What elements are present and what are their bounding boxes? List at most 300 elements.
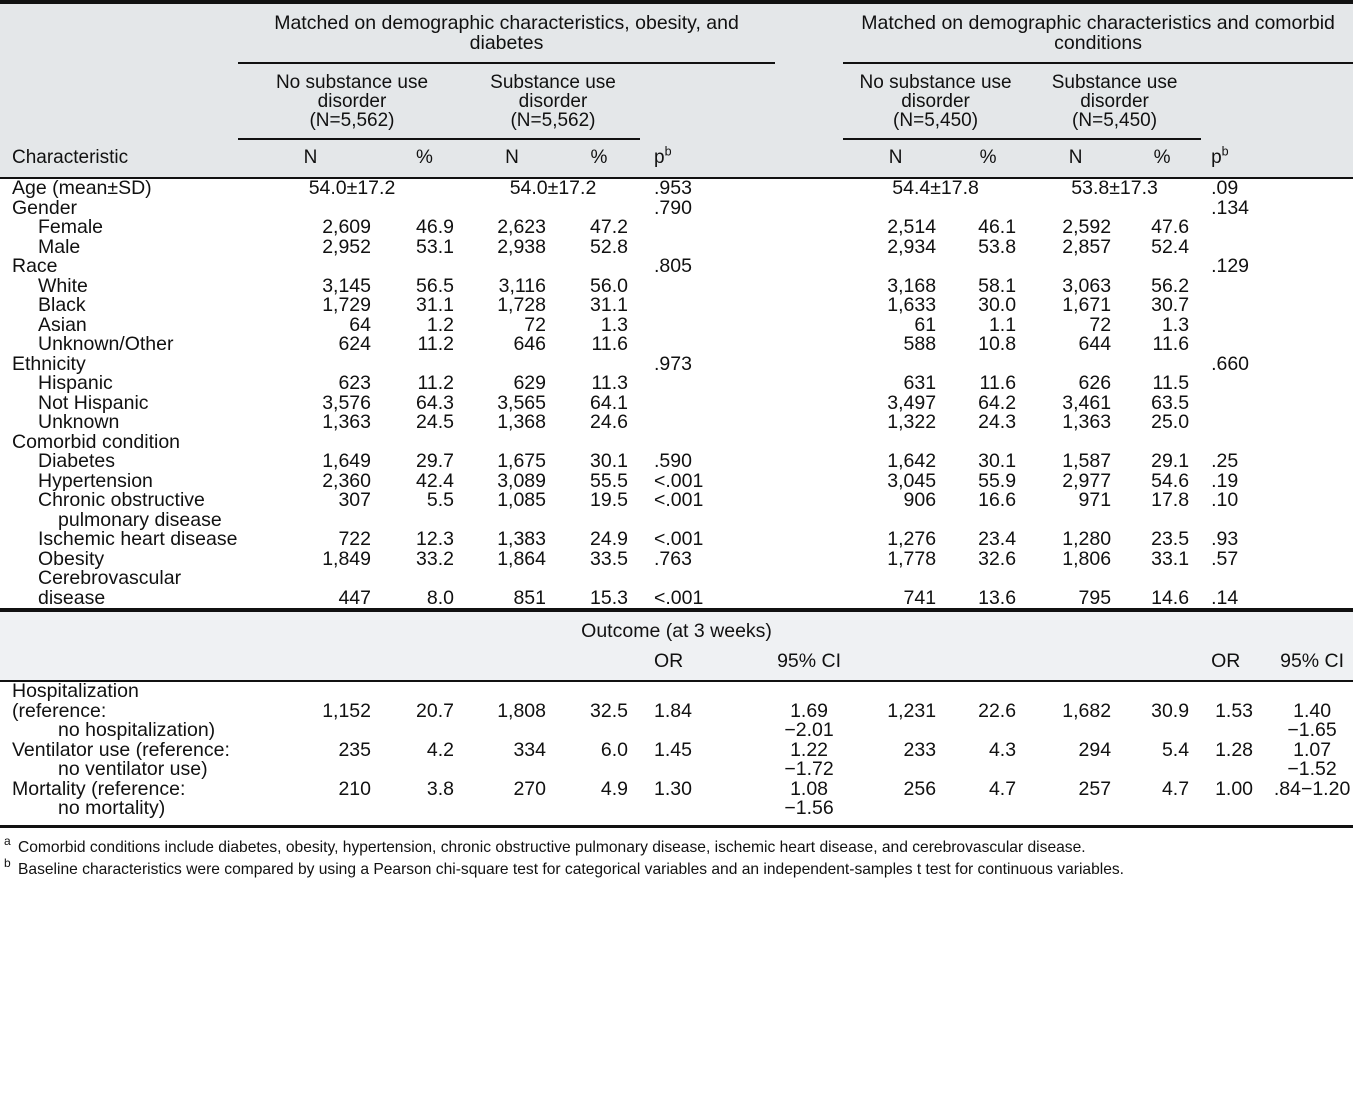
outcome-blank-j [1201,799,1271,825]
cell-g2-n1: 3,045 [887,469,937,492]
table-row [0,257,1353,277]
cell-g1-n1: 447 [338,586,371,609]
outcome-col-or-1: OR [640,648,775,682]
cell-g2-pct2: 1.3 [1161,313,1190,336]
outcome-blank-g [948,760,1028,780]
cell-g2-pvalue: .93 [1211,528,1239,550]
cell-gap [775,257,843,277]
cell-g2-n1: 1,276 [887,528,937,550]
col-pct-3: % [948,139,1028,178]
cell-g2-pct1: 32.6 [978,547,1017,570]
cell-g2-pct1: 58.1 [978,274,1017,297]
header-blank-2 [0,63,238,139]
outcome-g2-or: 1.00 [1215,777,1254,800]
cell-g2-pvalue [1201,296,1271,316]
cohort-2-2 [1028,63,1201,139]
outcome-g1-pct1: 4.2 [426,738,454,761]
outcome-blank-f [843,799,948,825]
cell-g2-pvalue [1201,218,1271,238]
outcome-blank-d [558,799,640,825]
cell-g1-n1: 624 [338,333,371,355]
cell-g1-pct2: 56.0 [590,274,628,297]
cell-g1-pct2: 52.8 [590,235,628,258]
cell-g2-pvalue: .129 [1211,255,1250,277]
cell-g1-pct2: 30.1 [590,450,628,472]
col-n-4: N [1028,139,1123,178]
header-blank-tail-2 [1271,139,1353,178]
cell-gap [775,199,843,219]
cell-g2-pvalue: .134 [1211,196,1250,219]
table-row [0,277,1353,297]
cell-tail [1271,199,1353,219]
cell-g1-n2: 2,938 [497,235,546,258]
row-label: Unknown/Other [38,333,174,355]
outcome-blank-a [238,721,383,741]
outcome-blank-g [948,799,1028,825]
outcome-g2-ci-lower: −1.52 [1287,758,1337,780]
cell-g1-n1: 1,729 [322,294,371,316]
row-label: Age (mean±SD) [12,177,152,199]
cell-g2-pct1: 46.1 [978,216,1017,238]
table-row [0,199,1353,219]
outcome-g1-n1: 210 [338,777,371,800]
outcome-g1-n2: 1,808 [497,699,546,722]
cell-tail [1271,238,1353,258]
row-label: Hispanic [38,372,113,394]
outcome-blank-c [466,760,558,780]
row-label: Black [38,294,86,316]
cell-g2-n2: 3,461 [1062,391,1112,414]
cell-g2-n1: 1,642 [887,450,937,472]
outcome-col-ci-2: 95% CI [1271,648,1353,682]
outcome-g1-pct2: 6.0 [600,738,628,761]
outcome-g2-ci-lower [1271,799,1353,825]
cell-g1-pct1: 11.2 [417,333,454,355]
cell-g1-n2: 3,089 [497,469,546,492]
table-header [0,2,1353,178]
table-row [0,530,1353,550]
outcome-row-label: Ventilator use (reference: [12,738,230,761]
cell-g1-pvalue: .763 [654,547,692,570]
col-p-1-text: p [654,147,665,168]
outcome-g1-ci: 1.22 [790,738,829,761]
cell-g1-n2 [466,257,558,277]
cell-tail [1271,178,1353,199]
cell-g1-n2: 1,864 [497,547,546,570]
cell-g1-n1: 64 [349,313,371,336]
row-label: Diabetes [38,450,115,472]
cell-g1-pvalue: .953 [654,177,692,199]
cohort-2-2-name: Substance use disorder [1051,72,1178,112]
cell-gap [775,472,843,492]
row-label: Hypertension [38,469,153,492]
outcome-blank-b [383,721,466,741]
cell-gap [775,218,843,238]
cell-g1-n1: 3,145 [322,274,371,297]
cell-g2-pct1: 23.4 [978,528,1017,550]
col-pct-4: % [1123,139,1201,178]
cell-g2-pct1: 13.6 [978,586,1017,609]
cell-gap [775,413,843,433]
cell-g2-pct1: 55.9 [978,469,1017,492]
outcome-g2-n1: 256 [903,777,937,800]
outcome-col-or-2: OR [1201,648,1271,682]
cell-tail [1271,433,1353,453]
outcome-blank-h [1028,721,1123,741]
col-pct-2: % [558,139,640,178]
cell-g1-pct1: 53.1 [416,235,454,258]
outcome-row-continuation [0,721,1353,741]
cell-g1-n1: 307 [338,489,371,511]
cell-g2-n1: 1,322 [887,411,937,433]
cell-g1-n2: 629 [513,372,546,394]
cell-g2-n2: 795 [1078,586,1112,609]
row-label: Female [38,216,104,238]
cell-empty [1271,511,1353,531]
cell-g1-pct2: 33.5 [590,547,628,570]
cell-g2-n2: 971 [1078,489,1112,511]
cell-g1-n1: 1,849 [322,547,371,570]
cell-gap [775,238,843,258]
table-row [0,178,1353,199]
cell-g1-pct2: 15.3 [590,586,628,609]
cell-g2-pct2: 14.6 [1151,586,1190,609]
cell-g1-n2: 1,085 [497,489,546,511]
cell-g2-pct2: 54.6 [1151,469,1190,492]
cell-g1-n1: 2,609 [322,216,371,238]
outcome-g1-ci-lower: −2.01 [784,719,834,741]
cell-g1-pct2: 64.1 [590,391,628,414]
cell-g1-n1: 722 [338,528,371,550]
footnotes [0,828,1353,881]
cell-g1-pct1: 12.3 [416,528,454,550]
footnote-text: Baseline characteristics were compared by using a Pearson chi-square test for categorical variables and an independent-samples t test for continuous variables. [18,860,1125,878]
header-gap-2 [775,63,843,139]
cell-g2-n1: 1,778 [887,547,937,570]
table-row [0,452,1353,472]
cell-g1-pct1: 64.3 [416,391,454,414]
outcome-title-row [0,610,1353,648]
outcome-blank-e [640,721,775,741]
cell-g1-n1: 1,363 [322,411,371,433]
cell-g2-n2: 1,806 [1062,547,1112,570]
cell-g2-pvalue: .09 [1211,177,1239,199]
outcome-blank-c [466,721,558,741]
outcome-blank-i [1123,760,1201,780]
outcome-blank-f [843,721,948,741]
cell-g1-pct1: 5.5 [426,489,454,511]
outcome-g2-pct1: 4.7 [988,777,1017,800]
cell-g1-n1 [238,257,383,277]
outcome-row-label: Mortality (reference: [12,777,186,800]
row-label: Chronic obstructive [38,489,205,511]
col-pct-1: % [383,139,466,178]
cell-g1-n2: 2,623 [497,216,546,238]
header-blank-p1 [640,63,775,139]
cell-g2-n2: 644 [1078,333,1112,355]
cell-g2-value-2: 53.8±17.3 [1071,177,1158,199]
cell-g2-pct2: 30.7 [1151,294,1190,316]
cell-tail [1271,452,1353,472]
cell-g1-pvalue [640,413,775,433]
cell-g2-pct1: 53.8 [978,235,1017,258]
outcome-row-label-continuation: no mortality) [58,797,166,819]
cell-g1-pct2 [558,257,640,277]
cell-g1-pct2: 19.5 [590,489,628,511]
cell-g1-pct2: 47.2 [590,216,628,238]
outcome-g1-n1: 235 [338,738,371,761]
cohort-1-2-n: (N=5,562) [510,110,596,131]
cell-g2-pct2: 17.8 [1151,489,1190,511]
outcome-title: Outcome (at 3 weeks) [0,610,1353,648]
outcome-g1-n2: 270 [513,777,546,800]
outcome-blank-e [640,760,775,780]
cell-g1-pvalue: .805 [654,255,692,277]
outcome-blank-g [948,721,1028,741]
outcome-g2-n1: 1,231 [887,699,937,722]
cell-g1-pct1: 56.5 [416,274,454,297]
row-label: Obesity [38,547,105,570]
table-row [0,569,1353,610]
table-row [0,374,1353,394]
cell-g2-pct2 [1123,257,1201,277]
cell-g2-n2 [1028,257,1123,277]
outcome-blank-i [1123,721,1201,741]
cell-g1-pvalue: .790 [654,196,692,219]
outcome-blank-c [466,799,558,825]
header-corner-blank [0,2,238,63]
outcome-g2-n1: 233 [903,738,937,761]
cell-g1-n1: 3,576 [322,391,371,414]
cell-g2-pct2: 47.6 [1151,216,1190,238]
outcome-blank-j [1201,721,1271,741]
outcome-blank-4 [466,648,558,682]
footnote-text: Comorbid conditions include diabetes, obesity, hypertension, chronic obstructive pulmonary disease, ischemic heart disease, and cerebrovascular disease. [18,838,1086,856]
cell-g1-pct1: 42.4 [416,469,454,492]
table-row [0,394,1353,414]
cell-g2-n1: 741 [903,586,937,609]
cell-g2-n1: 2,514 [887,216,937,238]
cell-g1-n2: 1,383 [497,528,546,550]
table-body [0,178,1353,610]
cell-g1-pct2: 24.6 [590,411,628,433]
outcome-blank-h [1028,799,1123,825]
cell-g2-n1: 3,168 [887,274,937,297]
outcome-blank-5 [558,648,640,682]
outcome-g1-or: 1.84 [654,699,692,722]
cell-g2-pvalue: .10 [1211,489,1239,511]
outcome-g1-or: 1.30 [654,777,692,800]
cell-g1-pvalue: .973 [654,352,692,375]
table-row [0,296,1353,316]
cell-g2-n1: 1,633 [887,294,937,316]
outcome-blank-2 [238,648,383,682]
outcome-blank-d [558,760,640,780]
header-group-title-row [0,2,1353,63]
cell-g1-pvalue [640,277,775,297]
cell-g2-pct1: 16.6 [978,489,1017,511]
cell-g2-n2: 626 [1078,372,1112,394]
cell-g2-n2: 1,363 [1062,411,1112,433]
outcome-g1-pct2: 32.5 [590,699,628,722]
cell-tail [1271,569,1353,610]
cell-gap [775,452,843,472]
cell-g1-pct1 [383,257,466,277]
row-label: Ethnicity [12,352,86,375]
outcome-g2-ci-lower: −1.65 [1287,719,1337,741]
cell-tail [1271,355,1353,375]
cell-g1-n2: 1,675 [497,450,546,472]
row-label-continuation: pulmonary disease [58,508,222,531]
cell-gap [775,178,843,199]
cohort-1-1-n: (N=5,562) [309,110,395,131]
cell-g2-n1: 3,497 [887,391,937,414]
cell-g1-n1: 623 [338,372,371,394]
cell-g1-pct1: 24.5 [416,411,454,433]
outcome-blank-j [1201,760,1271,780]
outcome-blank-i [1123,799,1201,825]
cell-g2-pct1: 24.3 [978,411,1017,433]
cell-g1-pct2: 31.1 [590,294,628,316]
outcome-col-ci-1: 95% CI [775,648,843,682]
outcome-g1-or: 1.45 [654,738,692,761]
cell-g1-pvalue [640,374,775,394]
cell-g2-pvalue [1201,316,1271,336]
row-label: Gender [12,196,78,219]
cell-g2-pct2: 63.5 [1151,391,1190,414]
col-characteristic: Characteristic [0,139,238,178]
cell-tail [1271,491,1353,511]
row-label: White [38,274,88,297]
cell-g1-pvalue: <.001 [654,469,704,492]
cohort-2-1-name: No substance use disorder [859,72,1012,112]
cell-g1-n1: 1,649 [322,450,371,472]
table-row [0,413,1353,433]
cell-gap [775,433,843,453]
outcome-g1-pct2: 4.9 [600,777,628,800]
cell-g2-pvalue: .14 [1211,586,1239,609]
cell-g1-n1: 2,360 [322,469,371,492]
cell-g2-pvalue: .57 [1211,547,1239,570]
cohort-1-1-name: No substance use disorder [275,72,429,112]
cell-gap [775,550,843,570]
outcome-blank-a [238,760,383,780]
cell-tail [1271,394,1353,414]
outcome-g1-ci-lower: −1.56 [784,797,834,819]
outcome-g1-ci-lower: −1.72 [784,758,834,780]
cell-tail [1271,277,1353,297]
row-label: Race [12,255,58,277]
cell-g1-pct2: 11.6 [591,333,628,355]
cell-gap [775,374,843,394]
cell-g2-pct2: 33.1 [1151,547,1190,570]
cell-tail [1271,374,1353,394]
cell-g2-n1: 906 [903,489,937,511]
cell-g1-pvalue [640,394,775,414]
header-gap-3 [775,139,843,178]
outcome-blank-7 [948,648,1028,682]
cell-g2-n2: 2,592 [1062,216,1112,238]
cell-g2-n2: 72 [1089,313,1112,336]
outcome-row-label-continuation: no ventilator use) [58,758,208,780]
footnote-ref-b-2: b [1221,144,1229,159]
outcome-g2-n2: 294 [1078,738,1112,761]
col-p-2-text: p [1211,147,1222,168]
outcome-g1-pct1: 3.8 [426,777,454,800]
footnote: a Comorbid conditions include diabetes, obesity, hypertension, chronic obstructive pulmonary disease, ischemic heart disease, and cerebrovascular disease. [4,834,1086,856]
outcome-g1-pct1: 20.7 [416,699,454,722]
cell-g1-pct2: 1.3 [600,313,628,336]
col-p-2 [1201,139,1271,178]
outcome-g2-pct2: 30.9 [1151,699,1190,722]
col-n-3: N [843,139,948,178]
outcome-blank-e [640,799,775,825]
cell-g2-n1: 61 [914,313,937,336]
outcome-row-continuation [0,799,1353,825]
cell-gap [775,316,843,336]
cell-g2-pct2: 56.2 [1151,274,1190,297]
cell-tail [1271,550,1353,570]
header-column-row [0,139,1353,178]
cell-gap [775,530,843,550]
header-gap-1 [775,2,843,63]
col-n-1: N [238,139,383,178]
cell-g2-pct2: 23.5 [1151,528,1190,550]
cell-g1-pvalue: <.001 [654,586,704,609]
cohort-2-1 [843,63,1028,139]
cohort-2-2-n: (N=5,450) [1072,110,1158,131]
cell-g2-pvalue [1201,335,1271,355]
table-row [0,355,1353,375]
outcome-blank-3 [383,648,466,682]
outcome-blank-6 [843,648,948,682]
cell-g1-pct1: 11.2 [417,372,454,394]
outcome-g2-pct1: 4.3 [988,738,1017,761]
outcome-blank-1 [0,648,238,682]
col-n-2: N [466,139,558,178]
cell-g1-pvalue [640,296,775,316]
cell-tail [1271,472,1353,492]
cohort-2-1-n: (N=5,450) [893,110,979,131]
cell-g2-n2: 2,977 [1062,469,1112,492]
cell-g1-pvalue: <.001 [654,528,704,550]
cell-g1-n2: 646 [513,333,546,355]
table-row [0,316,1353,336]
outcome-g2-pct2: 5.4 [1161,738,1190,761]
cell-g2-n1 [843,257,948,277]
cell-g1-value-2: 54.0±17.2 [509,177,597,199]
cell-g2-pvalue: .25 [1211,450,1239,472]
outcome-row [0,681,1353,721]
row-label: Unknown [38,411,120,433]
cell-g2-pvalue: .19 [1211,469,1239,492]
header-cohort-row [0,63,1353,139]
cell-gap [775,335,843,355]
cell-g2-n2: 1,587 [1062,450,1112,472]
row-label: Not Hispanic [38,391,149,414]
cell-g2-pvalue: .660 [1211,352,1250,375]
outcome-row-label-continuation: no hospitalization) [58,719,216,741]
cell-gap [775,296,843,316]
cell-g2-n1: 2,934 [887,235,937,258]
cell-g2-pvalue [1201,277,1271,297]
cell-g2-pct2: 11.5 [1152,372,1190,394]
cell-g1-pvalue [640,218,775,238]
cell-g1-pct2: 11.3 [591,372,628,394]
cell-tail [1271,530,1353,550]
outcome-blank-b [383,799,466,825]
outcome-g2-ci: 1.40 [1293,699,1332,722]
